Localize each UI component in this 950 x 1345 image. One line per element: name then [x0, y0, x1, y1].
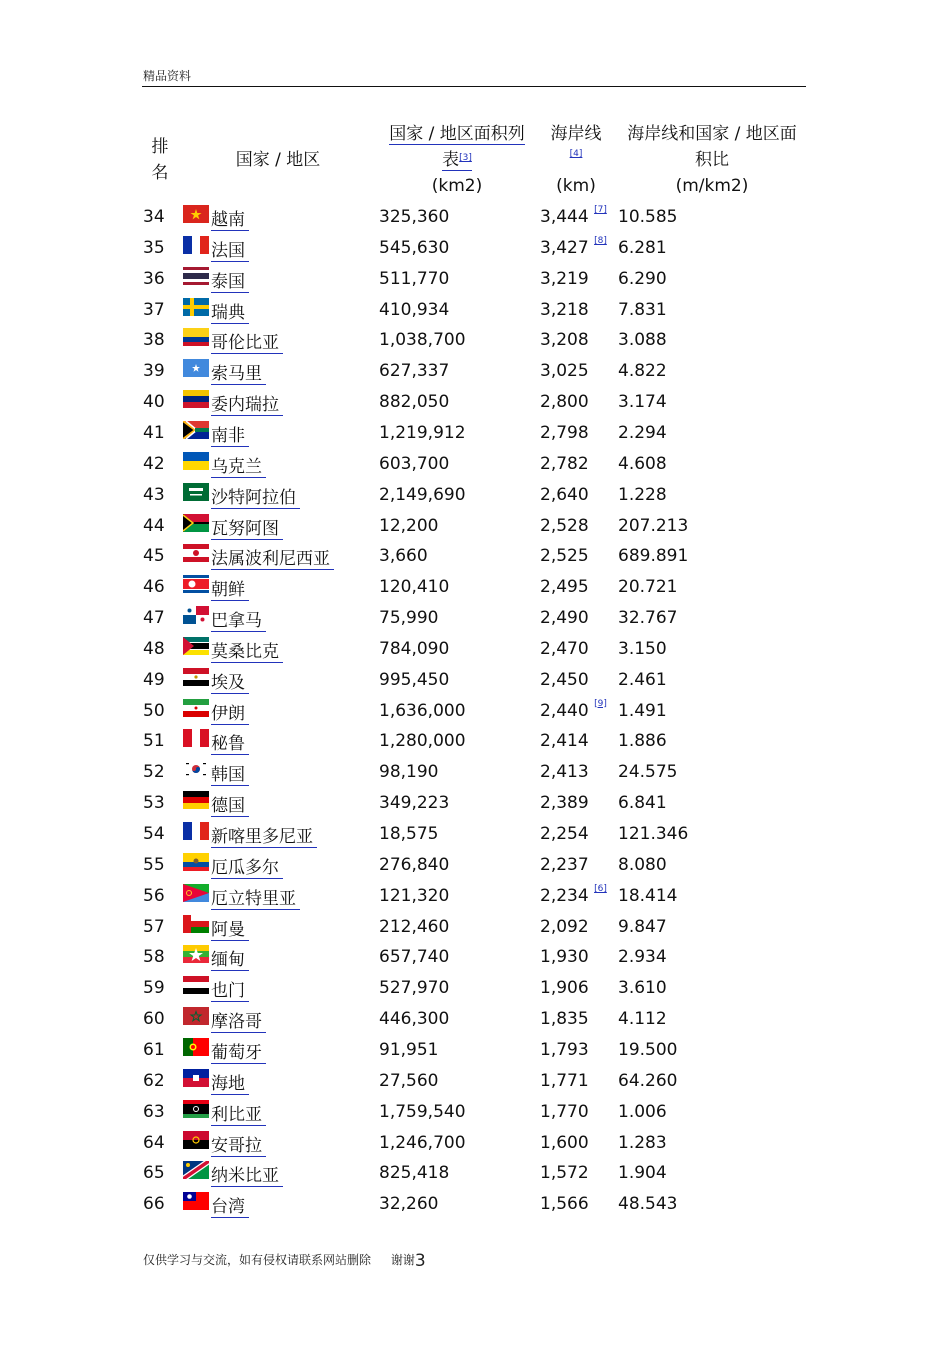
- coastline-cell: 3,218: [540, 299, 589, 320]
- ratio-cell: 3.174: [618, 392, 667, 413]
- myanmar-flag-icon: [183, 945, 209, 963]
- country-link[interactable]: 葡萄牙: [211, 1038, 266, 1064]
- rank-cell: 47: [143, 608, 165, 629]
- vietnam-flag-icon: [183, 205, 209, 223]
- table-row: [0, 201, 950, 232]
- coastline-cell: 1,930: [540, 947, 589, 968]
- country-link[interactable]: 韩国: [211, 760, 249, 786]
- area-cell: 657,740: [379, 947, 450, 968]
- rank-cell: 62: [143, 1070, 165, 1091]
- table-row: [0, 1157, 950, 1188]
- ratio-cell: 2.461: [618, 669, 667, 690]
- libya-flag-icon: [183, 1100, 209, 1118]
- ratio-cell: 9.847: [618, 916, 667, 937]
- area-cell: 995,450: [379, 669, 450, 690]
- area-cell: 603,700: [379, 453, 450, 474]
- rank-cell: 50: [143, 700, 165, 721]
- header-text: 精品资料: [143, 69, 192, 83]
- col-coast-unit: (km): [556, 176, 596, 196]
- coastline-cell: 2,237: [540, 854, 589, 875]
- iran-flag-icon: [183, 699, 209, 717]
- rank-cell: 53: [143, 793, 165, 814]
- ratio-cell: 64.260: [618, 1070, 678, 1091]
- rank-cell: 60: [143, 1009, 165, 1030]
- area-cell: 75,990: [379, 608, 439, 629]
- country-link[interactable]: 巴拿马: [211, 606, 266, 632]
- rank-cell: 37: [143, 299, 165, 320]
- rank-cell: 65: [143, 1163, 165, 1184]
- area-cell: 121,320: [379, 885, 450, 906]
- col-area-link-2[interactable]: 表[3]: [442, 150, 472, 170]
- col-rank-line1: 排: [151, 137, 169, 157]
- country-link[interactable]: 莫桑比克: [211, 637, 283, 663]
- area-cell: 98,190: [379, 762, 439, 783]
- country-link[interactable]: 哥伦比亚: [211, 328, 283, 354]
- ratio-cell: 121.346: [618, 824, 689, 844]
- ratio-cell: 19.500: [618, 1039, 678, 1060]
- header-rule: [142, 86, 806, 87]
- coastline-cell: 1,770: [540, 1101, 589, 1122]
- ratio-cell: 3.150: [618, 638, 667, 659]
- table-row: [0, 448, 950, 479]
- table-row: [0, 972, 950, 1003]
- area-cell: 1,038,700: [379, 330, 466, 351]
- table-row: [0, 633, 950, 664]
- sweden-flag-icon: [183, 298, 209, 316]
- area-cell: 446,300: [379, 1009, 450, 1030]
- table-row: [0, 1188, 950, 1219]
- country-link[interactable]: 索马里: [211, 359, 266, 385]
- country-link[interactable]: 台湾: [211, 1192, 249, 1218]
- somalia-flag-icon: [183, 359, 209, 377]
- ratio-cell: 1.491: [618, 700, 667, 721]
- coastline-cell: 3,025: [540, 361, 589, 382]
- country-link[interactable]: 利比亚: [211, 1100, 266, 1126]
- table-row: [0, 911, 950, 942]
- area-cell: 882,050: [379, 392, 450, 413]
- ratio-cell: 24.575: [618, 762, 678, 783]
- namibia-flag-icon: [183, 1161, 209, 1179]
- footer-text: 仅供学习与交流，如有侵权请联系网站删除: [143, 1253, 372, 1267]
- coastline-cell: 2,800: [540, 392, 589, 413]
- ratio-cell: 1.886: [618, 731, 667, 752]
- col-rank-header: [148, 134, 172, 186]
- coastline-ref[interactable]: [8]: [594, 235, 607, 246]
- coastline-cell: 2,490: [540, 608, 589, 629]
- coastline-cell: 2,092: [540, 916, 589, 937]
- coastline-cell: 1,906: [540, 978, 589, 999]
- country-link[interactable]: 德国: [211, 791, 249, 817]
- rank-cell: 44: [143, 515, 165, 536]
- coastline-ref[interactable]: [7]: [594, 205, 607, 215]
- rank-cell: 34: [143, 207, 165, 227]
- country-link[interactable]: 纳米比亚: [211, 1161, 283, 1187]
- col-country-header: 国家 / 地区: [235, 150, 321, 170]
- coastline-cell: 2,782: [540, 453, 589, 474]
- ratio-cell: 10.585: [618, 207, 678, 227]
- rank-cell: 58: [143, 947, 165, 968]
- col-area-link[interactable]: 国家 / 地区面积列: [389, 124, 525, 144]
- table-row: [0, 787, 950, 818]
- col-ratio-unit: (m/km2): [675, 176, 749, 196]
- ratio-cell: 6.841: [618, 793, 667, 814]
- rank-cell: 51: [143, 731, 165, 752]
- area-cell: 325,360: [379, 207, 450, 227]
- table-row: [0, 756, 950, 787]
- table-row: [0, 1034, 950, 1065]
- ratio-cell: 2.934: [618, 947, 667, 968]
- rank-cell: 63: [143, 1101, 165, 1122]
- ratio-cell: 1.283: [618, 1132, 667, 1153]
- page-number: 3: [414, 1251, 426, 1271]
- coastline-cell: 3,208: [540, 330, 589, 351]
- table-row: [0, 664, 950, 695]
- coastline-cell: 2,234 [6]: [540, 883, 607, 906]
- vanuatu-flag-icon: [183, 514, 209, 532]
- area-cell: 545,630: [379, 237, 450, 258]
- country-link[interactable]: 摩洛哥: [211, 1007, 266, 1033]
- coastline-cell: 2,254: [540, 824, 589, 844]
- country-link[interactable]: 也门: [211, 976, 249, 1002]
- area-cell: 1,280,000: [379, 731, 466, 752]
- coastline-cell: 2,414: [540, 731, 589, 752]
- eritrea-flag-icon: [183, 884, 209, 902]
- country-link[interactable]: 海地: [211, 1069, 249, 1095]
- area-cell: 276,840: [379, 854, 450, 875]
- table-row: [0, 386, 950, 417]
- rank-cell: 41: [143, 422, 165, 443]
- coastline-cell: 2,440 [9]: [540, 698, 607, 721]
- rank-cell: 48: [143, 638, 165, 659]
- table-row: [0, 1065, 950, 1096]
- table-row: [0, 725, 950, 756]
- table-row: [0, 602, 950, 633]
- ratio-cell: 7.831: [618, 299, 667, 320]
- country-link[interactable]: 新喀里多尼亚: [211, 822, 317, 848]
- south-africa-flag-icon: [183, 421, 209, 439]
- area-cell: 1,636,000: [379, 700, 466, 721]
- rank-cell: 39: [143, 361, 165, 382]
- table-row: [0, 1096, 950, 1127]
- area-cell: 349,223: [379, 793, 450, 814]
- country-link[interactable]: 伊朗: [211, 699, 249, 725]
- area-cell: 410,934: [379, 299, 450, 320]
- coastline-cell: 2,528: [540, 515, 589, 536]
- country-link[interactable]: 厄瓜多尔: [211, 853, 283, 879]
- table-row: [0, 571, 950, 602]
- country-link[interactable]: 沙特阿拉伯: [211, 483, 300, 509]
- coastline-cell: 1,566: [540, 1194, 589, 1215]
- table-row: [0, 880, 950, 911]
- country-link[interactable]: 乌克兰: [211, 452, 266, 478]
- coastline-cell: 2,389: [540, 793, 589, 814]
- coastline-ref[interactable]: [9]: [594, 698, 607, 709]
- egypt-flag-icon: [183, 668, 209, 686]
- area-cell: 3,660: [379, 546, 428, 567]
- rank-cell: 61: [143, 1039, 165, 1060]
- area-cell: 212,460: [379, 916, 450, 937]
- mozambique-flag-icon: [183, 637, 209, 655]
- ratio-cell: 4.608: [618, 453, 667, 474]
- angola-flag-icon: [183, 1131, 209, 1149]
- ratio-cell: 6.281: [618, 237, 667, 258]
- page-footer: [143, 1251, 426, 1271]
- country-link[interactable]: 南非: [211, 421, 249, 447]
- rank-cell: 52: [143, 762, 165, 783]
- rank-cell: 46: [143, 577, 165, 598]
- rank-cell: 43: [143, 484, 165, 505]
- country-link[interactable]: 埃及: [211, 668, 249, 694]
- ratio-cell: 207.213: [618, 515, 689, 536]
- rank-cell: 42: [143, 453, 165, 474]
- oman-flag-icon: [183, 915, 209, 933]
- country-link[interactable]: 秘鲁: [211, 729, 249, 755]
- table-row: [0, 941, 950, 972]
- country-link[interactable]: 厄立特里亚: [211, 884, 300, 910]
- col-ratio-line1: 海岸线和国家 / 地区面: [627, 124, 797, 144]
- ratio-cell: 4.112: [618, 1009, 667, 1030]
- col-ratio-line2: 积比: [695, 150, 729, 170]
- coastline-cell: 2,798: [540, 422, 589, 443]
- table-row: [0, 324, 950, 355]
- area-cell: 825,418: [379, 1163, 450, 1184]
- coastline-cell: 2,525: [540, 546, 589, 567]
- area-cell: 527,970: [379, 978, 450, 999]
- haiti-flag-icon: [183, 1069, 209, 1087]
- col-ratio-header: [616, 121, 808, 199]
- coastline-cell: 2,450: [540, 669, 589, 690]
- ratio-cell: 1.228: [618, 484, 667, 505]
- coastline-cell: 3,427 [8]: [540, 235, 607, 258]
- ratio-cell: 48.543: [618, 1194, 678, 1215]
- coastline-cell: 1,793: [540, 1039, 589, 1060]
- area-cell: 27,560: [379, 1070, 439, 1091]
- coastline-cell: 1,835: [540, 1009, 589, 1030]
- rank-cell: 59: [143, 978, 165, 999]
- rank-cell: 35: [143, 237, 165, 258]
- venezuela-flag-icon: [183, 390, 209, 408]
- ukraine-flag-icon: [183, 452, 209, 470]
- country-link[interactable]: 越南: [211, 205, 249, 231]
- col-coast-header: [540, 121, 612, 199]
- peru-flag-icon: [183, 729, 209, 747]
- saudi-arabia-flag-icon: [183, 483, 209, 501]
- col-area-header: [382, 121, 532, 199]
- col-coast-ref[interactable]: [4]: [569, 149, 583, 159]
- table-row: [0, 417, 950, 448]
- ratio-cell: 1.006: [618, 1101, 667, 1122]
- france-flag-icon: [183, 236, 209, 254]
- area-cell: 2,149,690: [379, 484, 466, 505]
- rank-cell: 55: [143, 854, 165, 875]
- rank-cell: 36: [143, 268, 165, 289]
- table-row: [0, 1127, 950, 1158]
- country-link[interactable]: 朝鲜: [211, 575, 249, 601]
- country-link[interactable]: 安哥拉: [211, 1131, 266, 1157]
- area-cell: 32,260: [379, 1194, 439, 1215]
- col-coast-title: 海岸线: [550, 124, 602, 144]
- south-korea-flag-icon: [183, 760, 209, 778]
- table-row: [0, 355, 950, 386]
- rank-cell: 49: [143, 669, 165, 690]
- country-link[interactable]: 法属波利尼西亚: [211, 544, 334, 570]
- rank-cell: 54: [143, 824, 165, 844]
- table-row: [0, 232, 950, 263]
- rank-cell: 66: [143, 1194, 165, 1215]
- table-row: [0, 510, 950, 541]
- area-cell: 18,575: [379, 824, 439, 844]
- ratio-cell: 18.414: [618, 885, 678, 906]
- ratio-cell: 2.294: [618, 422, 667, 443]
- country-link[interactable]: 委内瑞拉: [211, 390, 283, 416]
- area-cell: 91,951: [379, 1039, 439, 1060]
- country-link[interactable]: 法国: [211, 236, 249, 262]
- coastline-cell: 2,470: [540, 638, 589, 659]
- coastline-cell: 3,444 [7]: [540, 205, 607, 227]
- rank-cell: 45: [143, 546, 165, 567]
- coastline-cell: 1,572: [540, 1163, 589, 1184]
- thailand-flag-icon: [183, 267, 209, 285]
- morocco-flag-icon: [183, 1007, 209, 1025]
- ratio-cell: 6.290: [618, 268, 667, 289]
- coastline-ref[interactable]: [6]: [594, 883, 607, 894]
- table-row: [0, 695, 950, 726]
- ratio-cell: 3.610: [618, 978, 667, 999]
- col-area-ref[interactable]: [3]: [459, 153, 472, 163]
- ratio-cell: 4.822: [618, 361, 667, 382]
- table-row: [0, 263, 950, 294]
- panama-flag-icon: [183, 606, 209, 624]
- rank-cell: 40: [143, 392, 165, 413]
- area-cell: 511,770: [379, 268, 450, 289]
- table-row: [0, 294, 950, 325]
- ratio-cell: 8.080: [618, 854, 667, 875]
- area-cell: 1,219,912: [379, 422, 466, 443]
- country-link[interactable]: 缅甸: [211, 945, 249, 971]
- col-area-unit: (km2): [431, 176, 483, 196]
- portugal-flag-icon: [183, 1038, 209, 1056]
- ratio-cell: 3.088: [618, 330, 667, 351]
- footer-thanks: 谢谢: [390, 1253, 415, 1267]
- ecuador-flag-icon: [183, 853, 209, 871]
- coastline-cell: 3,219: [540, 268, 589, 289]
- rank-cell: 38: [143, 330, 165, 351]
- table-row: [0, 1003, 950, 1034]
- taiwan-flag-icon: [183, 1192, 209, 1210]
- coastline-cell: 1,600: [540, 1132, 589, 1153]
- rank-cell: 64: [143, 1132, 165, 1153]
- area-cell: 627,337: [379, 361, 450, 382]
- table-row: [0, 540, 950, 571]
- country-link[interactable]: 瑞典: [211, 298, 249, 324]
- coastline-cell: 2,640: [540, 484, 589, 505]
- ratio-cell: 1.904: [618, 1163, 667, 1184]
- france-flag-icon: [183, 822, 209, 840]
- area-cell: 12,200: [379, 515, 439, 536]
- colombia-flag-icon: [183, 328, 209, 346]
- coastline-cell: 2,413: [540, 762, 589, 783]
- country-link[interactable]: 泰国: [211, 267, 249, 293]
- area-cell: 1,246,700: [379, 1132, 466, 1153]
- ratio-cell: 20.721: [618, 577, 678, 598]
- table-row: [0, 818, 950, 849]
- ratio-cell: 32.767: [618, 608, 678, 629]
- french-polynesia-flag-icon: [183, 544, 209, 562]
- ratio-cell: 689.891: [618, 546, 689, 567]
- area-cell: 784,090: [379, 638, 450, 659]
- country-link[interactable]: 阿曼: [211, 915, 249, 941]
- germany-flag-icon: [183, 791, 209, 809]
- col-rank-line2: 名: [151, 163, 169, 183]
- north-korea-flag-icon: [183, 575, 209, 593]
- rank-cell: 57: [143, 916, 165, 937]
- coastline-cell: 1,771: [540, 1070, 589, 1091]
- coastline-cell: 2,495: [540, 577, 589, 598]
- area-cell: 1,759,540: [379, 1101, 466, 1122]
- yemen-flag-icon: [183, 976, 209, 994]
- area-cell: 120,410: [379, 577, 450, 598]
- rank-cell: 56: [143, 885, 165, 906]
- country-link[interactable]: 瓦努阿图: [211, 514, 283, 540]
- table-row: [0, 849, 950, 880]
- table-row: [0, 479, 950, 510]
